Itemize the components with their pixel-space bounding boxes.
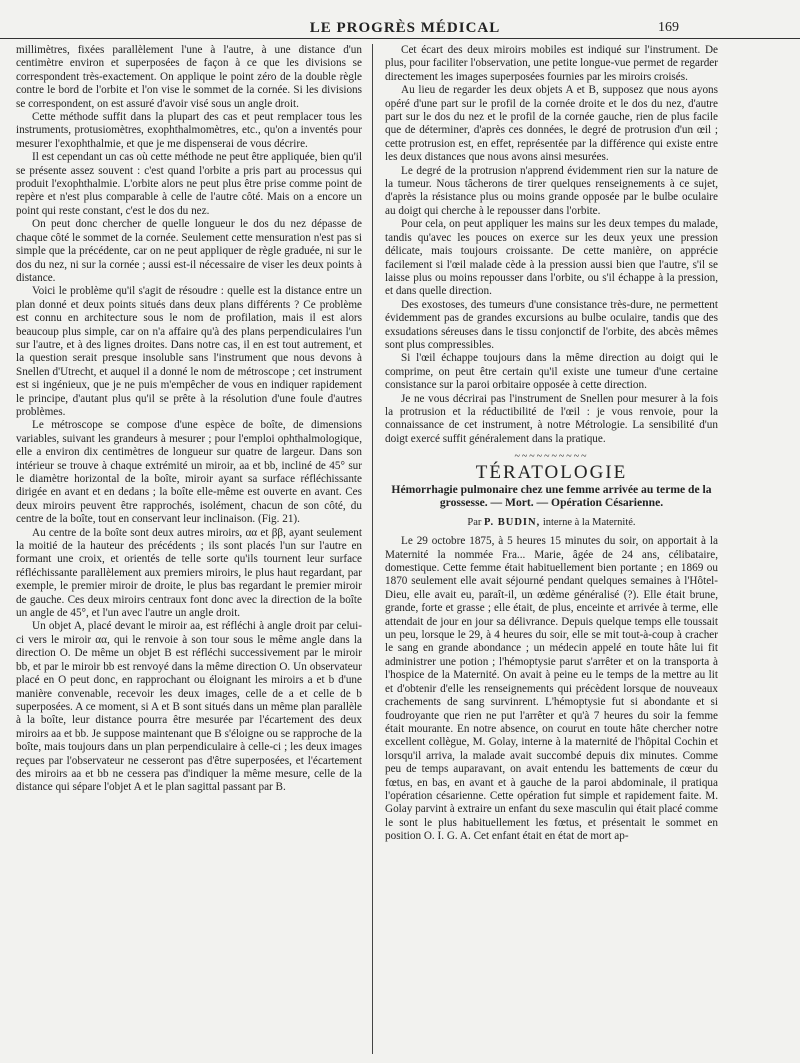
- section-title: TÉRATOLOGIE: [475, 461, 628, 483]
- paragraph: Cet écart des deux miroirs mobiles est indiqué sur l'instrument. De plus, pour faciliter l'observation, une petite longue-vue permet de regarder directement les images superposées fournies par les miroirs croisés.: [385, 44, 718, 83]
- paragraph: Je ne vous décrirai pas l'instrument de Snellen pour mesurer à la fois la protrusion et la réductibilité de l'œil : je vous renvoie, pour la connaissance de cet instrument, à notre Métrologie. La sensibilité d'un doigt exercé suffit généralement dans la pratique.: [385, 392, 718, 445]
- column-divider: [372, 44, 373, 1054]
- page-number: 169: [658, 20, 679, 35]
- paragraph: Voici le problème qu'il s'agit de résoudre : quelle est la distance entre un plan donné et deux points situés dans deux plans différents ? Ce problème est connu en architecture sous le nom de profilation, mais il est alors beaucoup plus simple, car on n'a affaire qu'à des plans perpendiculaires l'un sur l'autre, et à des lignes droites. Dans notre cas, il en est tout autrement, et la question serait presque insoluble sans l'instrument que nous devons à Snellen d'Utrecht, et auquel il a donné le nom de métroscope ; cet instrument est si ingénieux, que je ne puis m'empêcher de vous en indiquer rapidement le principe, d'autant plus qu'il se prête à la résolution d'une foule d'autres problèmes.: [16, 285, 362, 418]
- left-column: [16, 44, 362, 795]
- right-column: [385, 44, 718, 844]
- paragraph: Au lieu de regarder les deux objets A et B, supposez que nous ayons opéré d'une part sur le profil de la cornée droite et le dos du nez, d'autre part sur le dos du nez et le profil de la cornée gauche, rien de plus facile que de déterminer, d'après ces données, le degré de protrusion d'un œil ; cette protrusion est, en effet, représentée par la différence qui existe entre les deux distances que nous avons ainsi mesurées.: [385, 84, 718, 164]
- byline-prefix: Par: [467, 516, 482, 528]
- ornament-divider: ~~~~~~~~~~: [514, 451, 589, 463]
- paragraph: Il est cependant un cas où cette méthode ne peut être appliquée, bien qu'il se présente assez souvent : c'est quand l'orbite a pris part au processus qui produit l'exophthalmie. L'orbite alors ne peut plus être prise comme point de repère et n'est plus comparable à celle de l'autre côté. Mais on a encore un point qui reste constant, c'est le dos du nez.: [16, 151, 362, 217]
- paragraph: Des exostoses, des tumeurs d'une consistance très-dure, ne permettent évidemment pas de grandes excursions au bulbe oculaire, tandis que des exsudations séreuses dans le tissu conjonctif de l'orbite, des abcès mêmes sont plus compressibles.: [385, 298, 718, 351]
- paragraph: Pour cela, on peut appliquer les mains sur les deux tempes du malade, tandis qu'avec les pouces on exerce sur les deux yeux une pression délicate, mais toujours croissante. De cette manière, on apprécie facilement si l'œil malade cède à la pression aussi bien que l'autre, s'il se laisse plus ou moins repousser dans l'orbite, ou s'il échappe à la pression, et dans quelle direction.: [385, 218, 718, 298]
- author-name: P. BUDIN,: [484, 516, 541, 528]
- paragraph: On peut donc chercher de quelle longueur le dos du nez dépasse de chaque côté le sommet de la cornée. Seulement cette mensuration n'est pas si simple que la précédente, car on ne peut appliquer de règle graduée, ni sur le dos du nez, ni sur la cornée ; aussi est-il nécessaire de viser les deux points à distance.: [16, 218, 362, 284]
- paragraph: Un objet A, placé devant le miroir aa, est réfléchi à angle droit par celui-ci vers le miroir αα, qui le renvoie à son tour sous le même angle dans la direction O. De même un objet B est réfléchi successivement par le miroir bb, et par le miroir bb est renvoyé dans la même direction O. Un observateur placé en O peut donc, en rapprochant ou éloignant les miroirs a et b d'une manière convenable, recevoir les deux images, celle de a et celle de b superposées. A ce moment, si A et B sont situés dans un même plan parallèle à la boîte, leur distance pourra être mesurée par l'écartement des deux miroirs aa et bb. Je suppose maintenant que B s'éloigne ou se rapproche de la boîte, mais toujours dans un plan perpendiculaire à celle-ci ; les deux images reçues par l'observateur ne cesseront pas d'être superposées, et l'écartement des miroirs aa et bb ne cessera pas d'indiquer la même mesure, celle de la distance qui sépare l'objet A et le plan sagittal passant par B.: [16, 620, 362, 794]
- byline: [385, 516, 718, 529]
- author-role: interne à la Maternité.: [542, 516, 636, 528]
- paragraph: Si l'œil échappe toujours dans la même direction au doigt qui le comprime, on peut être certain qu'il existe une tumeur d'une certaine consistance sur la paroi orbitaire opposée à cette direction.: [385, 352, 718, 392]
- running-header: LE PROGRÈS MÉDICAL: [309, 20, 501, 36]
- paragraph: millimètres, fixées parallèlement l'une à l'autre, à une distance d'un centimètre environ et superposées de façon à ce que les divisions se correspondent très-exactement. On applique le point zéro de la double règle contre le bord de l'orbite et l'on vise le sommet de la cornée. Si les divisions se correspondent, on est assuré d'avoir visé sous un angle droit.: [16, 44, 362, 110]
- article-body: Le 29 octobre 1875, à 5 heures 15 minutes du soir, on apportait à la Maternité la nommée Fra... Marie, âgée de 24 ans, célibataire, domestique. Cette femme était habituellement bien portante ; en 1869 ou 1870 seulement elle avait séjourné pendant quelques semaines à l'Hôtel-Dieu, elle avait eu, paraît-il, un œdème généralisé (?). Elle était brune, grande, forte et grasse ; elle était, de plus, enceinte et arrivée à terme, elle attendait de jour en jour sa délivrance. Depuis quelque temps elle toussait un peu, lorsque le 29, à 4 heures du soir, elle se mit tout-à-coup à cracher le sang en grande abondance ; un médecin appelé en toute hâte lui fit administrer une potion ; l'hémoptysie parut s'arrêter et on la transporta à l'hospice de la Maternité. On avait à peine eu le temps de la mettre au lit et d'obtenir d'elle les renseignements qui précèdent lorsque de nouveaux crachements de sang survinrent. L'hémoptysie fut si abondante et si foudroyante que rien ne put l'arrêter et qu'à 7 heures du soir la femme était mourante. En notre absence, on courut en toute hâte chercher notre excellent collègue, M. Golay, interne à la maternité de l'hôpital Cochin et lorsqu'il arriva, la malade avait succombé depuis dix minutes. Comme peu de temps auparavant, on avait entendu les battements de cœur du fœtus, en bas, en avant et à gauche de la paroi abdominale, il pratiqua l'opération césarienne. Cette opération fut simple et rapidement faite. M. Golay parvint à extraire un enfant du sexe masculin qui était placé comme le sont le plus habituellement les fœtus, et présentait le sommet en position O. I. G. A. Cet enfant était en état de mort ap-: [385, 535, 718, 843]
- article-title: Hémorrhagie pulmonaire chez une femme arrivée au terme de la grossesse. — Mort. — Opération Césarienne.: [391, 483, 712, 510]
- paragraph: Au centre de la boîte sont deux autres miroirs, αα et ββ, ayant seulement la moitié de la hauteur des précédents ; ils sont placés l'un sur l'autre en formant une croix, et orientés de telle sorte qu'ils tournent leur surface réfléchissante parallèlement aux premiers miroirs, le plus haut regardant, par exemple, le premier miroir de droite, le plus bas regardant le premier miroir de gauche. Ces deux miroirs centraux font donc avec la direction de la boîte un angle de 45°, et l'un avec l'autre un angle droit.: [16, 526, 362, 620]
- paragraph: Le degré de la protrusion n'apprend évidemment rien sur la nature de la tumeur. Nous tâcherons de tirer quelques renseignements à ce sujet, d'après la résistance plus ou moins grande opposée par le bulbe oculaire au doigt qui cherche à le repousser dans l'orbite.: [385, 164, 718, 217]
- paragraph: Cette méthode suffit dans la plupart des cas et peut remplacer tous les instruments, protusiomètres, exophthalmomètres, etc., qu'on a inventés pour mesurer l'exophthalmie, et que je me dispenserai de vous décrire.: [16, 111, 362, 150]
- header-rule: [0, 38, 800, 39]
- paragraph: Le métroscope se compose d'une espèce de boîte, de dimensions variables, suivant les grandeurs à mesurer ; pour l'emploi ophthalmologique, elle a environ dix centimètres de longueur sur quatre de largeur. Dans son intérieur se trouve à chaque extrémité un miroir, aa et bb, incliné de 45° sur le diamètre horizontal de la boîte, miroir ayant sa surface réfléchissante dirigée en avant et en dedans ; la boîte elle-même est ouverte en avant. Ces deux miroirs peuvent être rapprochés, isolément, chacun de son côté, du centre de la boîte, tout en conservant leur inclinaison. (Fig. 21).: [16, 419, 362, 526]
